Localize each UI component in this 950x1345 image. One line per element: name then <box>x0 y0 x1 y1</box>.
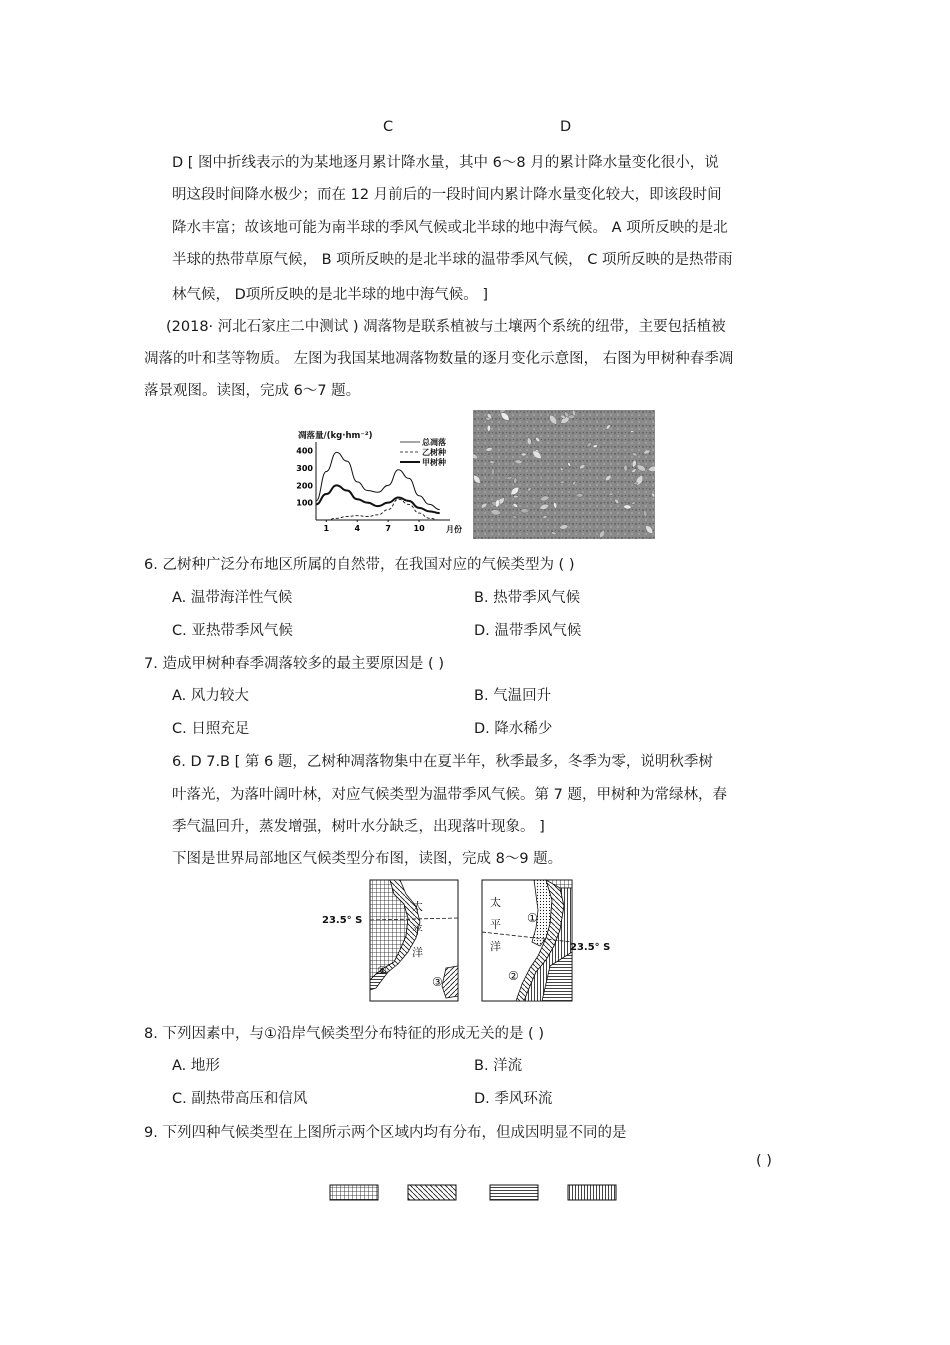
legend-jia: 甲树种 <box>422 458 446 467</box>
y-tick-label: 100 <box>296 498 313 508</box>
question-stem: 8. 下列因素中，与①沿岸气候类型分布特征的形成无关的是 ( ) <box>144 1026 544 1042</box>
option-d[interactable]: D. 降水稀少 <box>474 721 553 737</box>
x-tick-label: 7 <box>385 524 391 533</box>
marker-4: ④ <box>377 964 387 977</box>
option-label-d: D <box>560 119 572 135</box>
climate-maps <box>320 876 620 1006</box>
ocean-label-left: 太 <box>412 900 423 913</box>
lat-label-left: 23.5° S <box>322 915 363 926</box>
swatch-vertical[interactable] <box>568 1185 616 1200</box>
x-tick-label: 4 <box>354 524 361 533</box>
intro-line: 凋落的叶和茎等物质。 左图为我国某地凋落物数量的逐月变化示意图， 右图为甲树种春季凋 <box>144 351 734 367</box>
y-tick-label: 300 <box>296 464 313 473</box>
answer-line: 明这段时间降水极少；而在 12 月前后的一段时间内累计降水量变化较大，即该段时间 <box>172 187 722 203</box>
leaf-litter-photo <box>473 410 655 539</box>
series-jia-line <box>316 485 440 513</box>
ocean-label-left: 平 <box>412 924 423 937</box>
question-stem: 7. 造成甲树种春季凋落较多的最主要原因是 ( ) <box>144 656 444 672</box>
intro-paragraph-2: 下图是世界局部地区气候类型分布图，读图，完成 8～9 题。 <box>172 851 563 867</box>
chart-ylabel: 凋落量/(kg·hm⁻²) <box>298 431 373 441</box>
x-tick-label: 1 <box>323 524 330 533</box>
marker-2: ② <box>508 969 519 983</box>
ocean-label-right: 太 <box>490 896 501 909</box>
x-tick-label: 10 <box>413 524 425 533</box>
swatch-grid[interactable] <box>330 1185 378 1200</box>
q9-legend-swatches <box>328 1183 620 1203</box>
legend-yi: 乙树种 <box>422 448 446 457</box>
chart-legend <box>400 437 447 467</box>
option-a[interactable]: A. 地形 <box>172 1058 220 1074</box>
option-c[interactable]: C. 亚热带季风气候 <box>172 623 293 639</box>
y-tick-label: 400 <box>296 446 313 456</box>
question-stem: 9. 下列四种气候类型在上图所示两个区域内均有分布，但成因明显不同的是 <box>144 1125 627 1141</box>
map-right <box>482 880 610 1001</box>
chart-xlabel: 月份 <box>446 525 462 534</box>
answer-line: D [ 图中折线表示的为某地逐月累计降水量，其中 6～8 月的累计降水量变化很小，说 <box>172 155 719 171</box>
option-a[interactable]: A. 风力较大 <box>172 688 249 704</box>
legend-total: 总凋落 <box>422 438 446 447</box>
answer-line: 半球的热带草原气候， B 项所反映的是北半球的温带季风气候， C 项所反映的是热带雨 <box>172 252 733 268</box>
marker-1: ① <box>527 911 538 925</box>
answer-line: 林气候， D项所反映的是北半球的地中海气候。 ] <box>172 287 489 303</box>
y-tick-label: 200 <box>296 481 313 491</box>
option-d[interactable]: D. 季风环流 <box>474 1091 553 1107</box>
marker-3: ③ <box>432 975 443 989</box>
lat-label-right: 23.5° S <box>570 942 611 953</box>
ocean-label-left: 洋 <box>412 946 423 959</box>
series-yi-line <box>316 499 440 520</box>
swatch-diagonal[interactable] <box>408 1185 456 1200</box>
option-b[interactable]: B. 洋流 <box>474 1058 523 1074</box>
answer-paren: ( ) <box>756 1153 772 1169</box>
option-c[interactable]: C. 日照充足 <box>172 721 250 737</box>
question-stem: 6. 乙树种广泛分布地区所属的自然带，在我国对应的气候类型为 ( ) <box>144 557 575 573</box>
swatch-horizontal[interactable] <box>490 1185 538 1200</box>
option-a[interactable]: A. 温带海洋性气候 <box>172 590 293 606</box>
ocean-label-right: 平 <box>490 918 501 931</box>
intro-line: (2018· 河北石家庄二中测试 ) 凋落物是联系植被与土壤两个系统的纽带，主要包括植被 <box>166 319 726 335</box>
option-label-c: C <box>383 119 394 135</box>
intro-line: 落景观图。读图，完成 6～7 题。 <box>144 383 361 399</box>
answer-line: 叶落光，为落叶阔叶林，对应气候类型为温带季风气候。第 7 题，甲树种为常绿林，春 <box>172 787 727 803</box>
answer-line: 降水丰富；故该地可能为南半球的季风气候或北半球的地中海气候。 A 项所反映的是北 <box>172 220 728 236</box>
answer-line: 季气温回升，蒸发增强，树叶水分缺乏，出现落叶现象。 ] <box>172 819 545 835</box>
map-left <box>322 880 458 1001</box>
option-b[interactable]: B. 热带季风气候 <box>474 590 581 606</box>
litterfall-chart <box>290 424 475 542</box>
option-d[interactable]: D. 温带季风气候 <box>474 623 582 639</box>
option-b[interactable]: B. 气温回升 <box>474 688 552 704</box>
option-c[interactable]: C. 副热带高压和信风 <box>172 1091 308 1107</box>
answer-line: 6. D 7.B [ 第 6 题，乙树种凋落物集中在夏半年，秋季最多，冬季为零，说明秋季树 <box>172 754 713 770</box>
ocean-label-right: 洋 <box>490 940 501 953</box>
